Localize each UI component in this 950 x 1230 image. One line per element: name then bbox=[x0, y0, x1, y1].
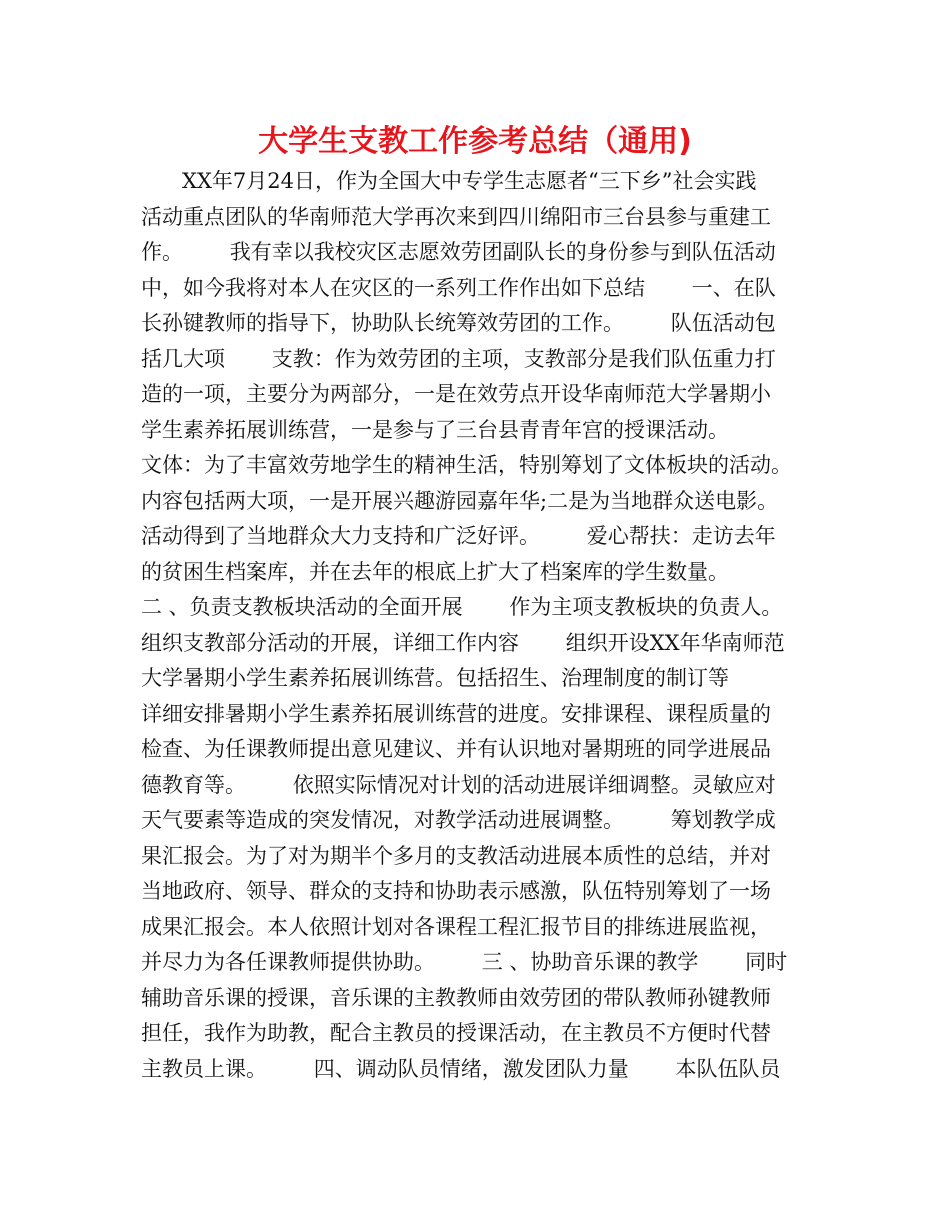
paragraph-line: 的贫困生档案库，并在去年的根底上扩大了档案库的学生数量。 bbox=[141, 559, 729, 584]
paragraph-line: 并尽力为各任课教师提供协助。 三 、协助音乐课的教学 同时 bbox=[141, 950, 788, 974]
paragraph-line: 主教员上课。 四、调动队员情绪，激发团队力量 本队伍队员 bbox=[141, 1056, 781, 1081]
paragraph-line: 活动重点团队的华南师范大学再次来到四川绵阳市三台县参与重建工 bbox=[141, 204, 771, 229]
paragraph-line: 辅助音乐课的授课，音乐课的主教教师由效劳团的带队教师孙键教师 bbox=[141, 985, 771, 1010]
paragraph-line: 大学暑期小学生素养拓展训练营。包括招生、治理制度的制订等 bbox=[141, 666, 729, 690]
paragraph-line: 组织支教部分活动的开展，详细工作内容 组织开设XX年华南师范 bbox=[141, 630, 785, 655]
paragraph-line: 检查、为任课教师提出意见建议、并有认识地对暑期班的同学进展品 bbox=[141, 737, 771, 761]
paragraph-line: 学生素养拓展训练营，一是参与了三台县青青年宫的授课活动。 bbox=[141, 417, 729, 442]
paragraph-line: 内容包括两大项，一是开展兴趣游园嘉年华;二是为当地群众送电影。 bbox=[141, 488, 779, 513]
paragraph-line: 详细安排暑期小学生素养拓展训练营的进度。安排课程、课程质量的 bbox=[141, 701, 771, 726]
paragraph-line: 德教育等。 依照实际情况对计划的活动进展详细调整。灵敏应对 bbox=[141, 772, 776, 797]
paragraph-line: 中，如今我将对本人在灾区的一系列工作作出如下总结 一、在队 bbox=[141, 275, 776, 300]
paragraph-line: 括几大项 支教：作为效劳团的主项，支教部分是我们队伍重力打 bbox=[141, 346, 776, 371]
paragraph-line: 作。 我有幸以我校灾区志愿效劳团副队长的身份参与到队伍活动 bbox=[141, 240, 776, 264]
paragraph-line: 长孙键教师的指导下，协助队长统筹效劳团的工作。 队伍活动包 bbox=[141, 311, 776, 335]
paragraph-line: 二 、负责支教板块活动的全面开展 作为主项支教板块的负责人。 bbox=[141, 595, 783, 619]
document-title: 大学生支教工作参考总结（通用) bbox=[258, 124, 692, 159]
paragraph-line: 担任，我作为助教，配合主教员的授课活动，在主教员不方便时代替 bbox=[141, 1021, 771, 1045]
paragraph-line: 文体：为了丰富效劳地学生的精神生活，特别筹划了文体板块的活动。 bbox=[141, 453, 792, 477]
paragraph-line: 成果汇报会。本人依照计划对各课程工程汇报节目的排练进展监视， bbox=[141, 914, 771, 939]
paragraph-line: 天气要素等造成的突发情况，对教学活动进展调整。 筹划教学成 bbox=[141, 808, 776, 832]
paragraph-line: XX年7月24日，作为全国大中专学生志愿者“三下乡”社会实践 bbox=[182, 169, 757, 193]
paragraph-line: 造的一项，主要分为两部分，一是在效劳点开设华南师范大学暑期小 bbox=[141, 382, 771, 406]
paragraph-line: 活动得到了当地群众大力支持和广泛好评。 爱心帮扶：走访去年 bbox=[141, 524, 776, 548]
paragraph-line: 当地政府、领导、群众的支持和协助表示感激，队伍特别筹划了一场 bbox=[141, 879, 771, 903]
document-body bbox=[141, 164, 831, 1087]
paragraph-line: 果汇报会。为了对为期半个多月的支教活动进展本质性的总结，并对 bbox=[141, 843, 771, 868]
